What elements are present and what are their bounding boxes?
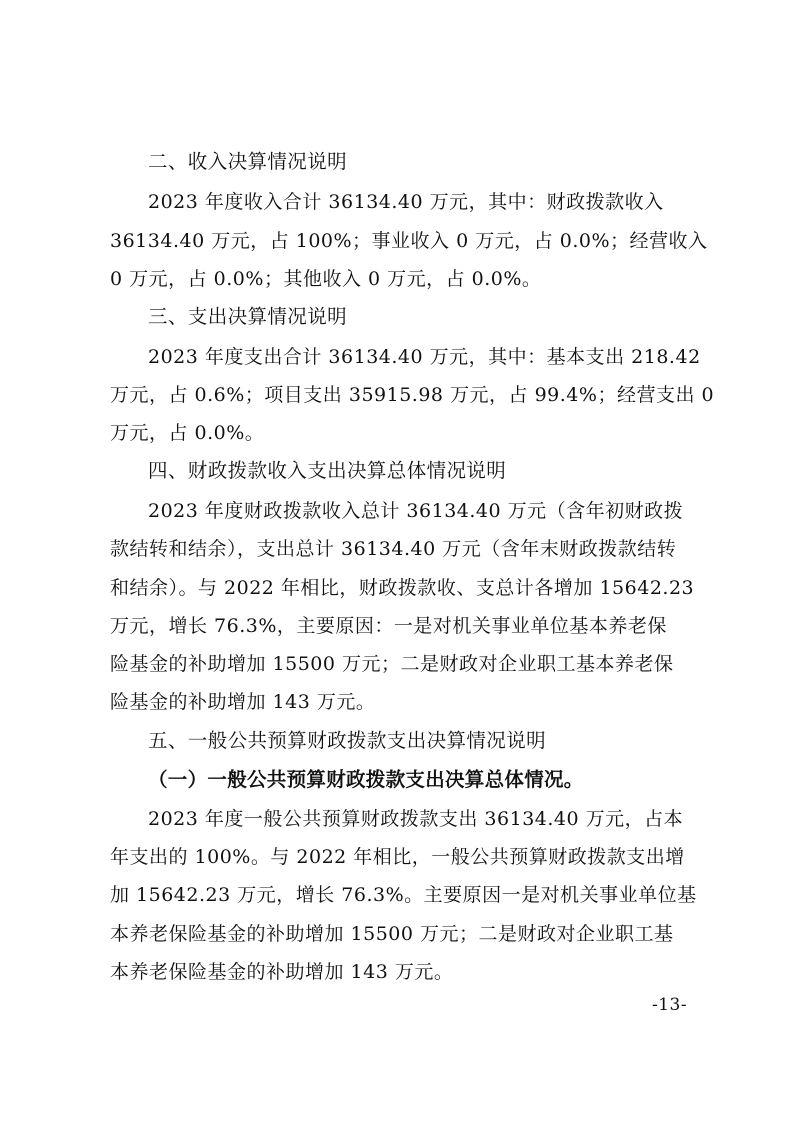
paragraph-line: 万元，增长 76.3%，主要原因：一是对机关事业单位基本养老保 bbox=[110, 615, 667, 637]
section-heading-expenditure: 三、支出决算情况说明 bbox=[148, 305, 348, 328]
paragraph-line: 款结转和结余），支出总计 36134.40 万元（含年末财政拨款结转 bbox=[110, 538, 677, 560]
section-heading-general-budget: 五、一般公共预算财政拨款支出决算情况说明 bbox=[148, 729, 547, 752]
paragraph-line: 2023 年度支出合计 36134.40 万元，其中：基本支出 218.42 bbox=[148, 346, 701, 368]
paragraph-line: 2023 年度财政拨款收入总计 36134.40 万元（含年初财政拨 bbox=[148, 500, 684, 522]
paragraph-line: 和结余）。与 2022 年相比，财政拨款收、支总计各增加 15642.23 bbox=[110, 577, 695, 599]
paragraph-line: 万元，占 0.6%；项目支出 35915.98 万元，占 99.4%；经营支出 0 bbox=[110, 384, 715, 406]
page-number: -13- bbox=[652, 995, 688, 1015]
paragraph-line: 本养老保险基金的补助增加 143 万元。 bbox=[110, 961, 454, 983]
paragraph-line: 2023 年度一般公共预算财政拨款支出 36134.40 万元，占本 bbox=[148, 808, 684, 830]
paragraph-line: 36134.40 万元，占 100%；事业收入 0 万元，占 0.0%；经营收入 bbox=[110, 230, 708, 252]
subsection-heading: （一）一般公共预算财政拨款支出决算总体情况。 bbox=[148, 768, 584, 791]
paragraph-line: 本养老保险基金的补助增加 15500 万元；二是财政对企业职工基 bbox=[110, 923, 674, 945]
paragraph-line: 0 万元，占 0.0%；其他收入 0 万元，占 0.0%。 bbox=[110, 268, 542, 290]
paragraph-line: 险基金的补助增加 15500 万元；二是财政对企业职工基本养老保 bbox=[110, 653, 674, 675]
paragraph-line: 2023 年度收入合计 36134.40 万元，其中：财政拨款收入 bbox=[148, 191, 664, 213]
paragraph-line: 万元，占 0.0%。 bbox=[110, 422, 265, 444]
paragraph-line: 加 15642.23 万元，增长 76.3%。主要原因一是对机关事业单位基 bbox=[110, 884, 697, 906]
paragraph-line: 险基金的补助增加 143 万元。 bbox=[110, 691, 376, 713]
section-heading-fiscal-appropriation: 四、财政拨款收入支出决算总体情况说明 bbox=[148, 459, 507, 482]
paragraph-line: 年支出的 100%。与 2022 年相比，一般公共预算财政拨款支出增 bbox=[110, 846, 685, 868]
section-heading-income: 二、收入决算情况说明 bbox=[148, 150, 348, 173]
